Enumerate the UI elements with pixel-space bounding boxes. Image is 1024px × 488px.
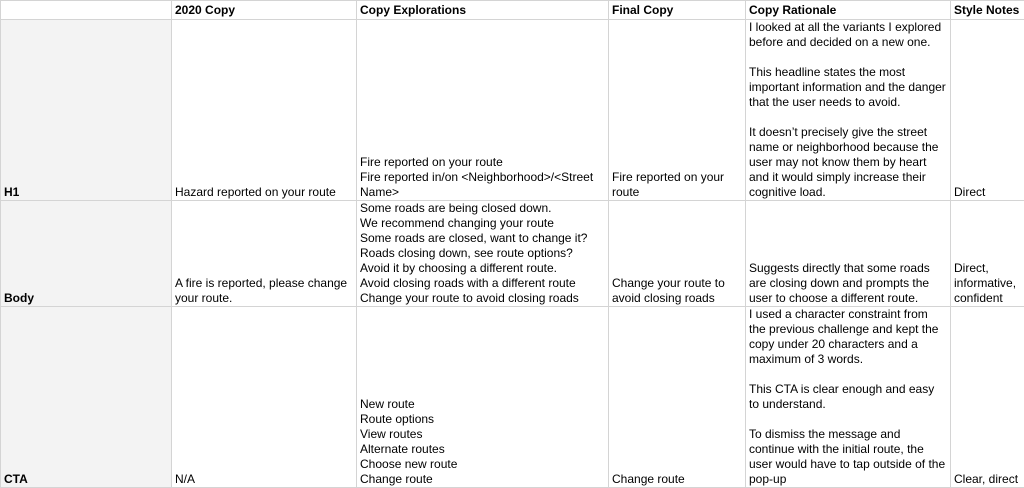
cell-style-notes[interactable]: Direct, informative, confident <box>951 201 1024 307</box>
cell-final-copy[interactable]: Change your route to avoid closing roads <box>609 201 746 307</box>
table-row <box>1 20 1024 201</box>
header-cell-blank[interactable] <box>1 1 172 20</box>
cell-2020-copy[interactable]: Hazard reported on your route <box>172 20 357 201</box>
cell-2020-copy[interactable]: A fire is reported, please change your route. <box>172 201 357 307</box>
cell-final-copy[interactable]: Fire reported on your route <box>609 20 746 201</box>
cell-copy-rationale[interactable]: I used a character constraint from the previous challenge and kept the copy under 20 characters and a maximum of 3 words. This CTA is clear enough and easy to understand. To dismiss the message and continue with the initial route, the user would have to tap outside of the pop-up <box>746 307 951 488</box>
row-label-cta[interactable]: CTA <box>1 307 172 488</box>
table-row <box>1 307 1024 488</box>
cell-copy-rationale[interactable]: Suggests directly that some roads are closing down and prompts the user to choose a different route. <box>746 201 951 307</box>
header-cell-style-notes[interactable]: Style Notes <box>951 1 1024 20</box>
cell-copy-rationale[interactable]: I looked at all the variants I explored before and decided on a new one. This headline states the most important information and the danger that the user needs to avoid. It doesn’t precisely give the street name or neighborhood because the user may not know them by heart and it would simply increase their cognitive load. <box>746 20 951 201</box>
row-label-h1[interactable]: H1 <box>1 20 172 201</box>
cell-copy-explorations[interactable]: New route Route options View routes Alternate routes Choose new route Change route <box>357 307 609 488</box>
header-cell-2020-copy[interactable]: 2020 Copy <box>172 1 357 20</box>
cell-style-notes[interactable]: Clear, direct <box>951 307 1024 488</box>
cell-copy-explorations[interactable]: Some roads are being closed down. We recommend changing your route Some roads are closed, want to change it? Roads closing down, see route options? Avoid it by choosing a different route. Avoid closing roads with a different route Change your route to avoid closing roads <box>357 201 609 307</box>
header-row <box>1 1 1024 20</box>
header-cell-copy-explorations[interactable]: Copy Explorations <box>357 1 609 20</box>
cell-2020-copy[interactable]: N/A <box>172 307 357 488</box>
cell-style-notes[interactable]: Direct <box>951 20 1024 201</box>
table-row <box>1 201 1024 307</box>
cell-final-copy[interactable]: Change route <box>609 307 746 488</box>
row-label-body[interactable]: Body <box>1 201 172 307</box>
cell-copy-explorations[interactable]: Fire reported on your route Fire reported in/on <Neighborhood>/<Street Name> <box>357 20 609 201</box>
header-cell-copy-rationale[interactable]: Copy Rationale <box>746 1 951 20</box>
header-cell-final-copy[interactable]: Final Copy <box>609 1 746 20</box>
